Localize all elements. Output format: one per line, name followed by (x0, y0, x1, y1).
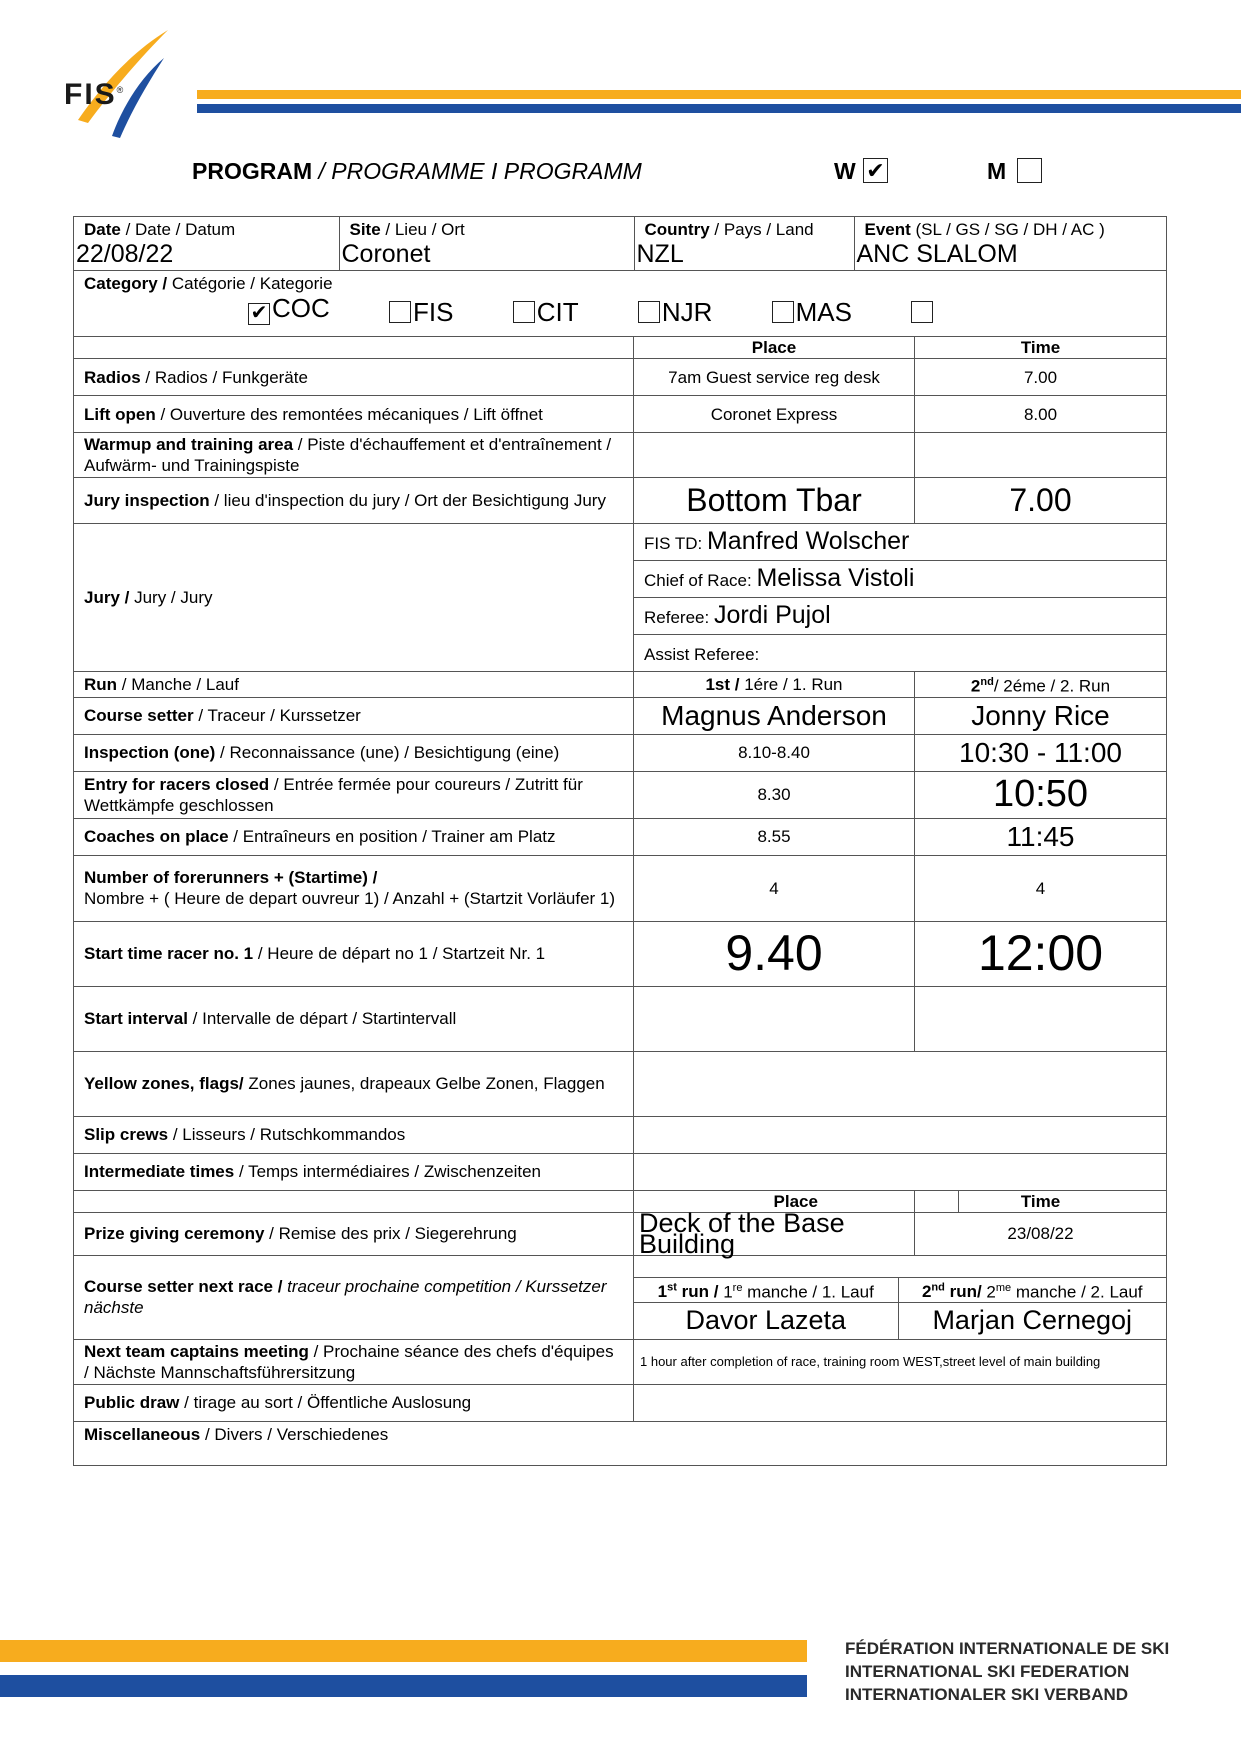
run1-value[interactable]: Magnus Anderson (634, 697, 915, 734)
radios-row: Radios / Radios / Funkgeräte 7am Guest service reg desk 7.00 (74, 359, 1167, 396)
category-option-mas[interactable]: MAS (772, 301, 852, 323)
footer-yellow-bar (0, 1640, 807, 1662)
country-value: NZL (636, 240, 684, 268)
checkbox[interactable] (772, 301, 794, 323)
captains-meeting-value[interactable]: 1 hour after completion of race, training room WEST,street level of main building (634, 1339, 1167, 1384)
info-row (74, 217, 1167, 271)
gender-w-label: W (834, 158, 856, 184)
prize-header-row (74, 1190, 1167, 1212)
date-field[interactable]: Date / Date / Datum 22/08/22 (74, 217, 339, 270)
slip-crews-row: Slip crews / Lisseurs / Rutschkommandos (74, 1116, 1167, 1153)
miscellaneous-field[interactable]: Miscellaneous / Divers / Verschiedenes (74, 1421, 1167, 1465)
page-title: PROGRAM / PROGRAMME I PROGRAMM (192, 158, 642, 184)
yellow-zones-value[interactable] (634, 1051, 1167, 1116)
run1-value[interactable]: 8.30 (634, 771, 915, 818)
header-blue-bar (197, 104, 1241, 113)
start-time-row: Start time racer no. 1 / Heure de départ no 1 / Startzeit Nr. 1 9.40 12:00 (74, 921, 1167, 986)
run2-header: 2nd/ 2éme / 2. Run (915, 672, 1167, 698)
run2-value[interactable]: 10:30 - 11:00 (915, 734, 1167, 771)
header-yellow-bar (197, 90, 1241, 99)
jury-inspection-time[interactable]: 7.00 (915, 478, 1167, 524)
checkbox[interactable] (638, 301, 660, 323)
inspection-row: Inspection (one) / Reconnaissance (une) / Besichtigung (eine) 8.10-8.40 10:30 - 11:00 (74, 734, 1167, 771)
checkbox[interactable] (389, 301, 411, 323)
next-run2-setter[interactable]: Marjan Cernegoj (932, 1305, 1133, 1336)
checkbox[interactable] (513, 301, 535, 323)
run2-value[interactable] (915, 986, 1167, 1051)
slip-crews-value[interactable] (634, 1116, 1167, 1153)
run1-value[interactable] (634, 986, 915, 1051)
run2-value[interactable]: 4 (915, 855, 1167, 921)
start-interval-row: Start interval / Intervalle de départ / Startintervall (74, 986, 1167, 1051)
lift-row: Lift open / Ouverture des remontées mécaniques / Lift öffnet Coronet Express 8.00 (74, 396, 1167, 433)
event-value: ANC SLALOM (856, 240, 1018, 268)
yellow-zones-row: Yellow zones, flags/ Zones jaunes, drapeaux Gelbe Zonen, Flaggen (74, 1051, 1167, 1116)
forerunners-row: Number of forerunners + (Startime) / Nombre + ( Heure de depart ouvreur 1) / Anzahl + (Startzit Vorläufer 1) 4 4 (74, 855, 1167, 921)
lift-time[interactable]: 8.00 (915, 396, 1167, 433)
prize-time[interactable]: 23/08/22 (915, 1212, 1167, 1255)
run1-value[interactable]: 8.55 (634, 818, 915, 855)
warmup-place[interactable] (634, 433, 915, 478)
category-option-fis[interactable]: FIS (389, 301, 453, 323)
place-header: Place (634, 337, 915, 359)
lift-place[interactable]: Coronet Express (634, 396, 915, 433)
prize-time-header: Time (915, 1190, 1167, 1212)
site-value: Coronet (341, 240, 431, 268)
next-run1-setter[interactable]: Davor Lazeta (634, 1303, 898, 1339)
category-label: Category / Catégorie / Kategorie (84, 274, 333, 293)
run-header-row: Run / Manche / Lauf 1st / 1ére / 1. Run 2nd/ 2éme / 2. Run (74, 672, 1167, 698)
prize-place-header: Place (634, 1191, 958, 1212)
category-row (74, 271, 1167, 337)
public-draw-row: Public draw / tirage au sort / Öffentliche Auslosung (74, 1384, 1167, 1421)
run1-value[interactable]: 4 (634, 855, 915, 921)
jury-label: Jury / Jury / Jury (74, 524, 634, 672)
run1-value[interactable]: 9.40 (634, 921, 915, 986)
run2-value[interactable]: Jonny Rice (915, 697, 1167, 734)
miscellaneous-row (74, 1421, 1167, 1465)
run1-value[interactable]: 8.10-8.40 (634, 734, 915, 771)
warmup-time[interactable] (915, 433, 1167, 478)
fis-logo (60, 28, 170, 138)
jury-inspection-place[interactable]: Bottom Tbar (634, 478, 915, 524)
captains-meeting-row: Next team captains meeting / Prochaine séance des chefs d'équipes / Nächste Mannschaftsführersitzung 1 hour after completion of race, training room WEST,street level of main building (74, 1339, 1167, 1384)
prize-row: Prize giving ceremony / Remise des prix / Siegerehrung Deck of the Base Building 23/08/22 (74, 1212, 1167, 1255)
category-option-coc[interactable]: ✔ COC (248, 298, 330, 325)
federation-name: FÉDÉRATION INTERNATIONALE DE SKI INTERNATIONAL SKI FEDERATION INTERNATIONALER SKI VERBAND (845, 1639, 1170, 1704)
next-run1-header: 1st run / 1re manche / 1. Lauf (634, 1277, 898, 1303)
jury-referee[interactable]: Referee: Jordi Pujol (634, 598, 1167, 635)
gender-m-checkbox[interactable] (1017, 158, 1042, 183)
intermediate-times-value[interactable] (634, 1153, 1167, 1190)
place-time-header (74, 337, 1167, 359)
prize-place[interactable]: Deck of the Base Building (634, 1212, 915, 1255)
public-draw-value[interactable] (634, 1384, 1167, 1421)
category-option-njr[interactable]: NJR (638, 301, 713, 323)
country-field[interactable]: Country / Pays / Land NZL (634, 217, 854, 270)
jury-assist-referee[interactable]: Assist Referee: (634, 635, 1167, 672)
run2-value[interactable]: 12:00 (915, 921, 1167, 986)
intermediate-times-row: Intermediate times / Temps intermédiaires / Zwischenzeiten (74, 1153, 1167, 1190)
run1-header: 1st / 1ére / 1. Run (634, 672, 915, 698)
checkbox[interactable]: ✔ (248, 303, 270, 325)
next-race-row: Course setter next race / traceur prochaine competition / Kurssetzer nächste 1st run / 1re manche / 1. Lauf 2nd run/ $2^{me}$ manche / 2. Lauf Davor Lazeta Marjan Cernegoj (74, 1255, 1167, 1339)
time-header: Time (915, 337, 1167, 359)
site-field[interactable]: Site / Lieu / Ort Coronet (339, 217, 634, 270)
coaches-row: Coaches on place / Entraîneurs en position / Trainer am Platz 8.55 11:45 (74, 818, 1167, 855)
program-table (73, 216, 1167, 1466)
next-run2-header: 2nd run/ $2^{me}$ manche / 2. Lauf (898, 1277, 1166, 1303)
radios-place[interactable]: 7am Guest service reg desk (634, 359, 915, 396)
warmup-row: Warmup and training area / Piste d'échauffement et d'entraînement / Aufwärm- und Trainingspiste (74, 433, 1167, 478)
entry-closed-row: Entry for racers closed / Entrée fermée pour coureurs / Zutritt für Wettkämpfe geschlossen 8.30 10:50 (74, 771, 1167, 818)
event-field[interactable]: Event (SL / GS / SG / DH / AC ) ANC SLALOM (854, 217, 1167, 270)
radios-time[interactable]: 7.00 (915, 359, 1167, 396)
gender-w-checkbox[interactable]: ✔ (863, 158, 888, 183)
jury-chief-of-race[interactable]: Chief of Race: Melissa Vistoli (634, 561, 1167, 598)
jury-fis-td[interactable]: FIS TD: Manfred Wolscher (634, 524, 1167, 561)
category-option-cit[interactable]: CIT (513, 301, 579, 323)
jury-inspection-row: Jury inspection / lieu d'inspection du jury / Ort der Besichtigung Jury Bottom Tbar 7.00 (74, 478, 1167, 524)
run2-value[interactable]: 11:45 (915, 818, 1167, 855)
run2-value[interactable]: 10:50 (915, 771, 1167, 818)
category-option-other[interactable] (911, 301, 935, 323)
footer-blue-bar (0, 1675, 807, 1697)
date-value: 22/08/22 (76, 240, 174, 268)
checkbox[interactable] (911, 301, 933, 323)
logo-text: FIS® (64, 78, 126, 111)
course-setter-row: Course setter / Traceur / Kurssetzer Magnus Anderson Jonny Rice (74, 697, 1167, 734)
jury-member-row (74, 524, 1167, 561)
gender-m-label: M (987, 158, 1007, 184)
